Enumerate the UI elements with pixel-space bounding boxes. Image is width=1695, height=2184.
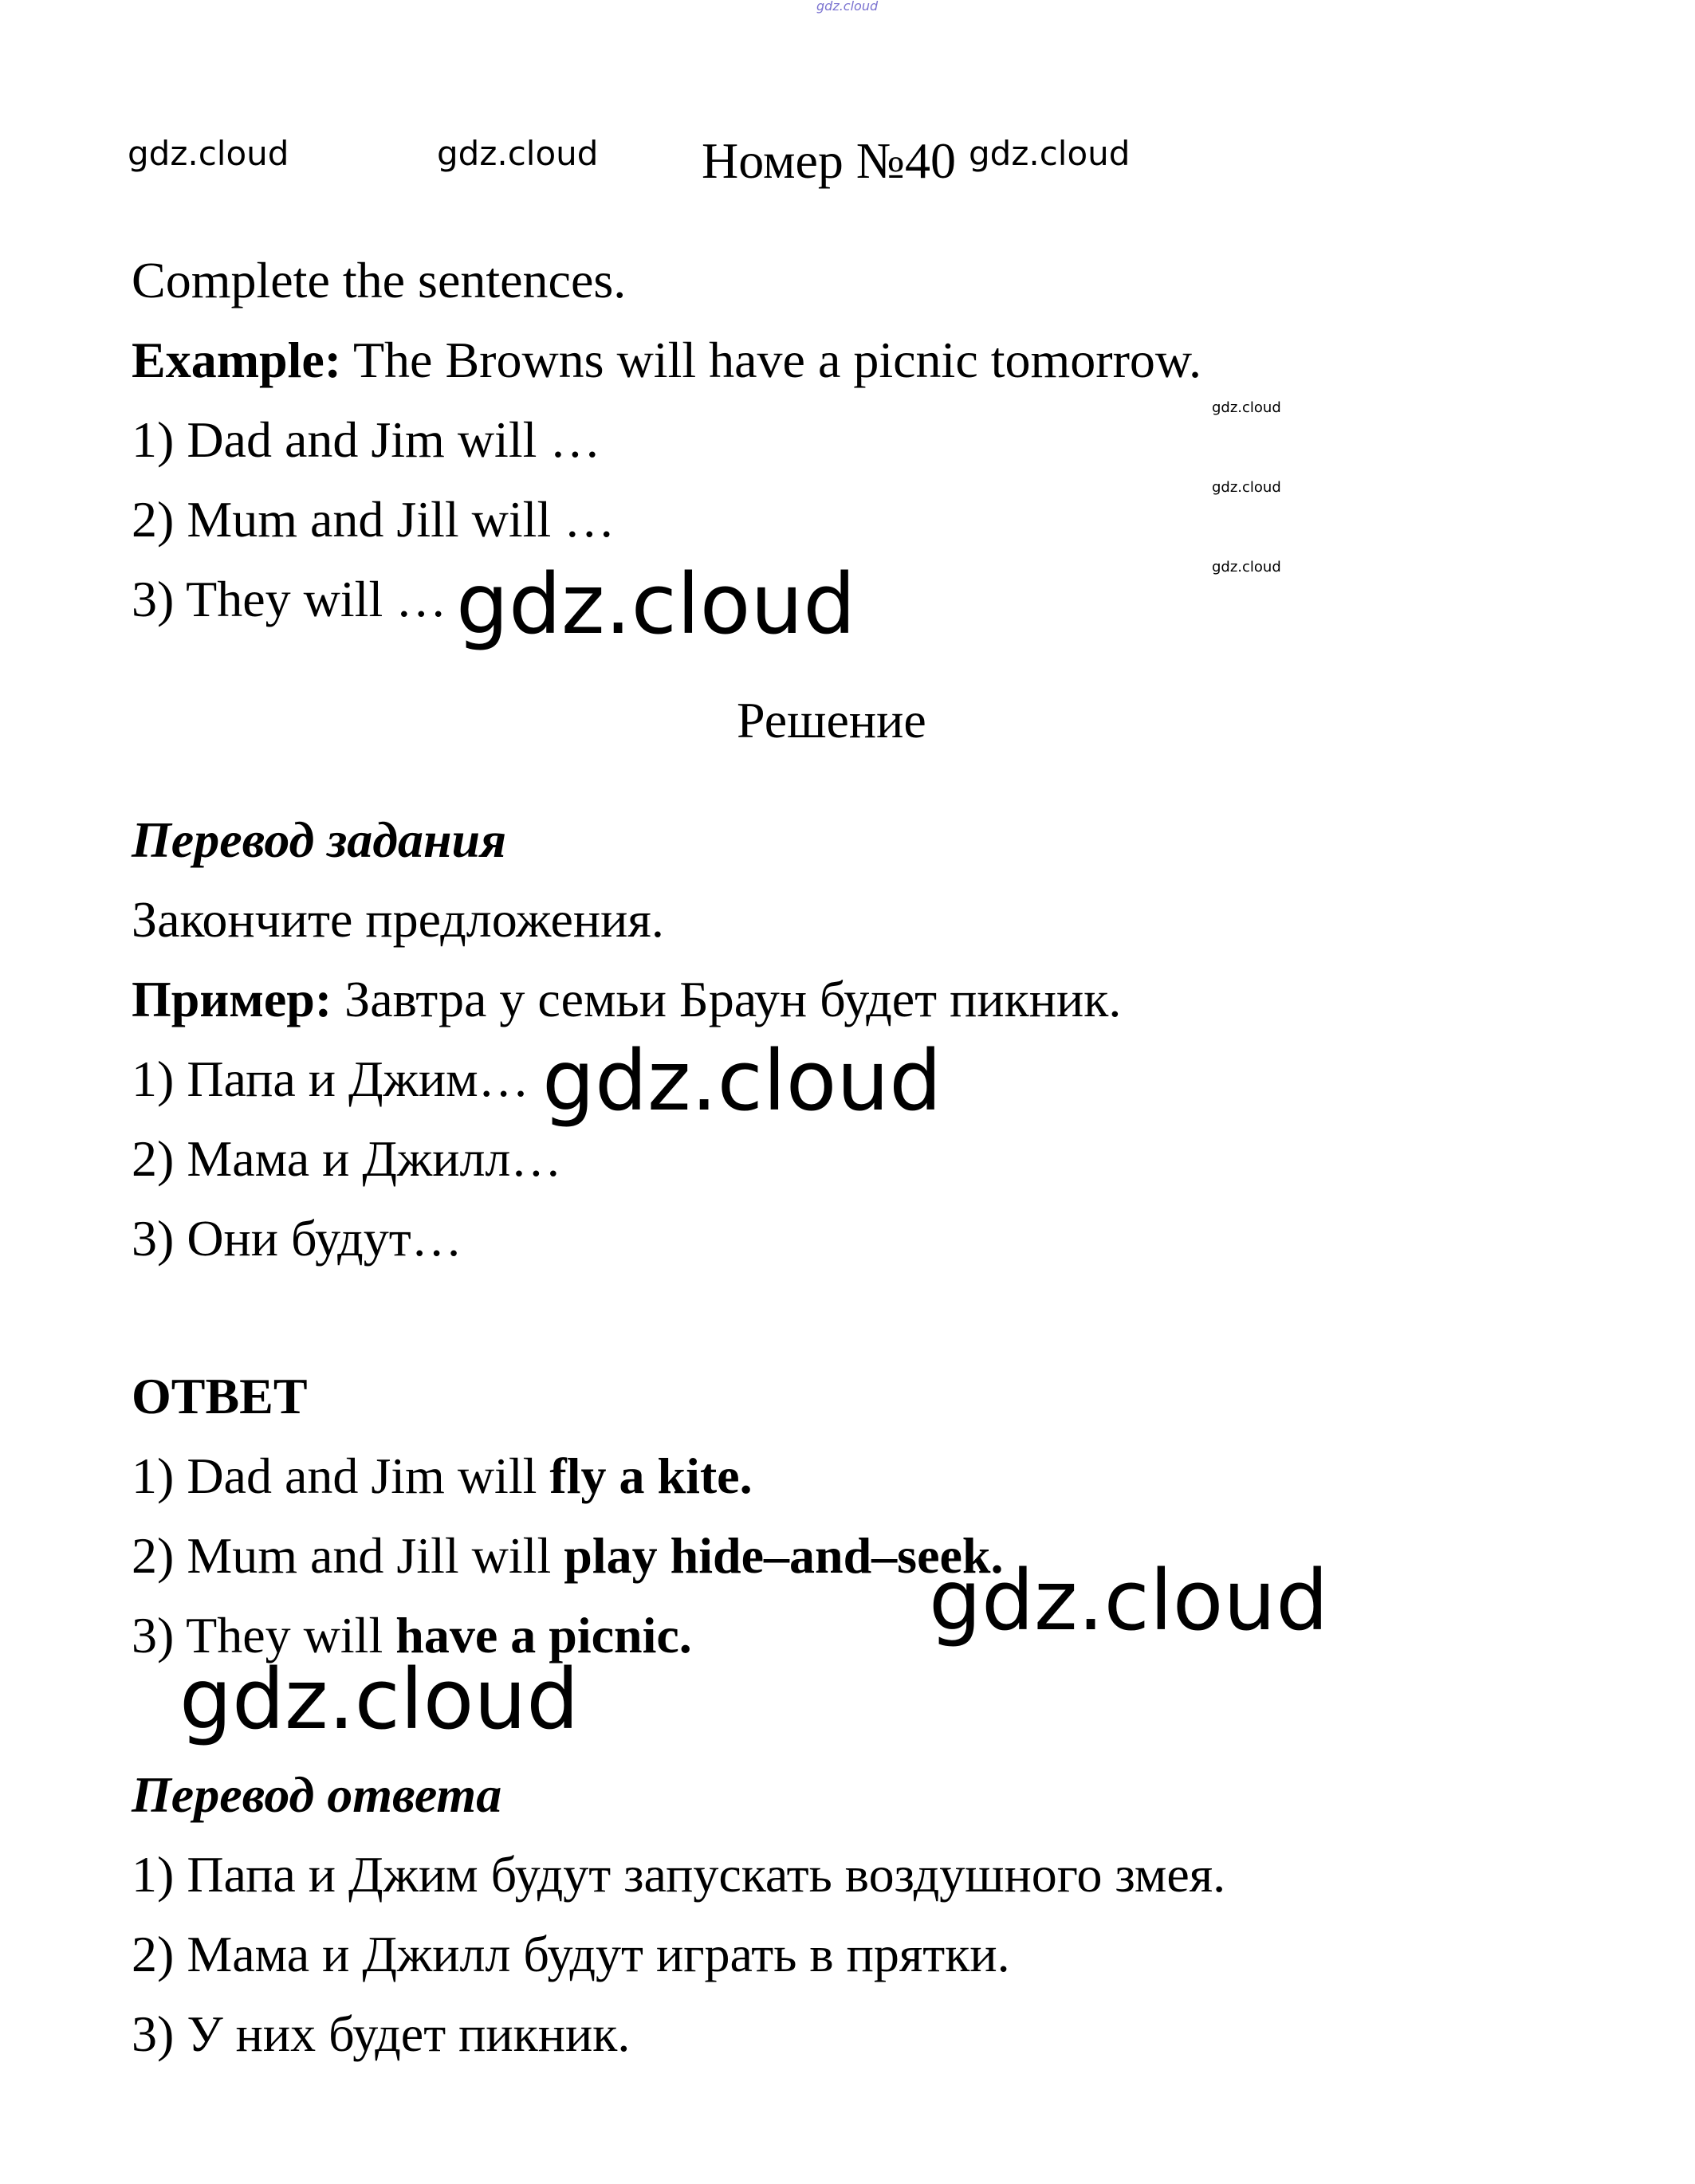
translation-task-heading: Перевод задания [132, 811, 507, 868]
answer-item-2-answer: play hide–and–seek. [564, 1527, 1004, 1584]
translation-task-item-1: 1) Папа и Джим… [132, 1051, 529, 1107]
answer-item-1-answer: fly a kite. [549, 1447, 753, 1504]
translation-example-label: Пример: [132, 971, 332, 1027]
task-item-1: 1) Dad and Jim will … [132, 411, 601, 468]
watermark-header-2: gdz.cloud [437, 134, 599, 173]
watermark-header-1: gdz.cloud [128, 134, 289, 173]
watermark-large-1: gdz.cloud [456, 556, 856, 653]
answer-item-1 [132, 1447, 753, 1504]
answer-item-2 [132, 1527, 1004, 1584]
task-item-3: 3) They will … [132, 571, 447, 627]
translation-answer-item-3: 3) У них будет пикник. [132, 2005, 631, 2062]
answer-item-1-prefix: 1) Dad and Jim will [132, 1447, 550, 1504]
watermark-side-2: gdz.cloud [1212, 479, 1281, 496]
task-item-2: 2) Mum and Jill will … [132, 491, 615, 548]
translation-answer-item-2: 2) Мама и Джилл будут играть в прятки. [132, 1926, 1010, 1982]
watermark-large-4: gdz.cloud [179, 1651, 580, 1748]
answer-item-3-prefix: 3) They will [132, 1607, 396, 1664]
translation-task-instruction: Закончите предложения. [132, 891, 664, 948]
answer-item-3-answer: have a picnic. [395, 1607, 692, 1664]
task-instruction: Complete the sentences. [132, 252, 627, 308]
watermark-side-1: gdz.cloud [1212, 399, 1281, 416]
watermark-side-3: gdz.cloud [1212, 559, 1281, 575]
translation-task-example [132, 971, 1122, 1027]
example-text: The Browns will have a picnic tomorrow. [341, 332, 1201, 388]
example-label: Example: [132, 332, 342, 388]
translation-task-item-2: 2) Мама и Джилл… [132, 1130, 562, 1187]
task-example [132, 332, 1201, 388]
page-title: Номер №40 [702, 132, 956, 189]
watermark-top: gdz.cloud [816, 0, 879, 14]
answer-heading: ОТВЕТ [132, 1368, 308, 1424]
translation-example-text: Завтра у семьи Браун будет пикник. [332, 971, 1122, 1027]
translation-answer-heading: Перевод ответа [132, 1766, 502, 1823]
watermark-large-3: gdz.cloud [929, 1552, 1329, 1649]
watermark-header-3: gdz.cloud [969, 134, 1131, 173]
translation-task-item-3: 3) Они будут… [132, 1210, 462, 1267]
watermark-large-2: gdz.cloud [542, 1032, 942, 1129]
solution-title: Решение [737, 692, 926, 748]
answer-item-2-prefix: 2) Mum and Jill will [132, 1527, 564, 1584]
translation-answer-item-1: 1) Папа и Джим будут запускать воздушного змея. [132, 1846, 1226, 1903]
